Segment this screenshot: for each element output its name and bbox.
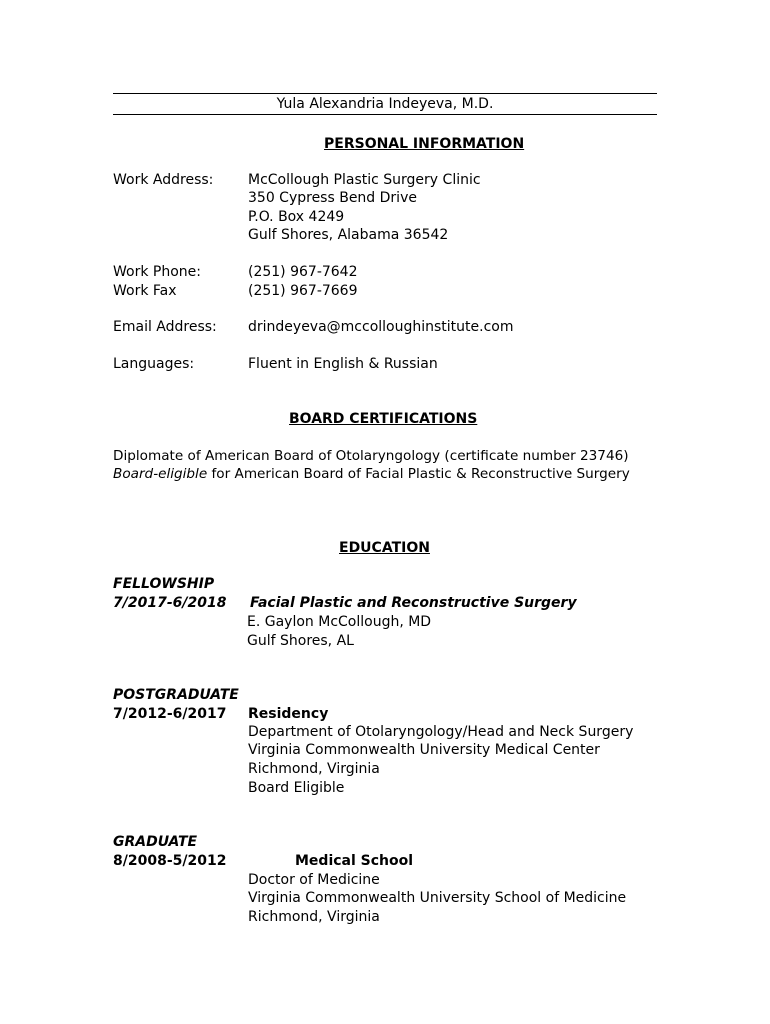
work-phone: (251) 967-7642: [248, 264, 358, 280]
graduate-title: Medical School: [295, 853, 414, 869]
languages-label: Languages:: [113, 356, 195, 372]
email-label: Email Address:: [113, 319, 217, 335]
fellowship-category: FELLOWSHIP: [113, 576, 215, 592]
address-line: McCollough Plastic Surgery Clinic: [248, 172, 481, 188]
graduate-detail: Richmond, Virginia: [248, 909, 380, 925]
board-eligible-text: Board-eligible: [113, 466, 208, 482]
work-address-label: Work Address:: [113, 172, 214, 188]
postgraduate-detail: Richmond, Virginia: [248, 761, 380, 777]
board-eligible-line: [113, 465, 630, 483]
board-certifications-heading: BOARD CERTIFICATIONS: [289, 411, 478, 427]
graduate-dates: 8/2008-5/2012: [113, 853, 227, 869]
header-bottom-rule: [113, 114, 657, 115]
board-eligible-rest: for American Board of Facial Plastic & Reconstructive Surgery: [207, 466, 630, 482]
fellowship-dates: 7/2017-6/2018: [113, 595, 227, 611]
graduate-detail: Virginia Commonwealth University School of Medicine: [248, 890, 627, 906]
postgraduate-title: Residency: [248, 706, 329, 722]
email-address: drindeyeva@mccolloughinstitute.com: [248, 319, 514, 335]
board-cert-line: Diplomate of American Board of Otolaryngology (certificate number 23746): [113, 448, 629, 464]
education-heading: EDUCATION: [339, 540, 430, 556]
graduate-detail: Doctor of Medicine: [248, 872, 380, 888]
postgraduate-category: POSTGRADUATE: [113, 687, 239, 703]
personal-info-heading: PERSONAL INFORMATION: [324, 136, 525, 152]
work-fax-label: Work Fax: [113, 283, 177, 299]
doctor-name: Yula Alexandria Indeyeva, M.D.: [276, 96, 494, 112]
postgraduate-dates: 7/2012-6/2017: [113, 706, 227, 722]
fellowship-detail: E. Gaylon McCollough, MD: [247, 614, 432, 630]
postgraduate-detail: Department of Otolaryngology/Head and Neck Surgery: [248, 724, 634, 740]
fellowship-detail: Gulf Shores, AL: [247, 633, 354, 649]
fellowship-title: Facial Plastic and Reconstructive Surgery: [250, 595, 577, 611]
postgraduate-detail: Board Eligible: [248, 780, 345, 796]
postgraduate-detail: Virginia Commonwealth University Medical Center: [248, 742, 600, 758]
address-line: P.O. Box 4249: [248, 209, 345, 225]
work-fax: (251) 967-7669: [248, 283, 358, 299]
graduate-category: GRADUATE: [113, 834, 198, 850]
address-line: Gulf Shores, Alabama 36542: [248, 227, 449, 243]
languages-value: Fluent in English & Russian: [248, 356, 438, 372]
work-phone-label: Work Phone:: [113, 264, 201, 280]
address-line: 350 Cypress Bend Drive: [248, 190, 417, 206]
top-rule: [113, 93, 657, 94]
